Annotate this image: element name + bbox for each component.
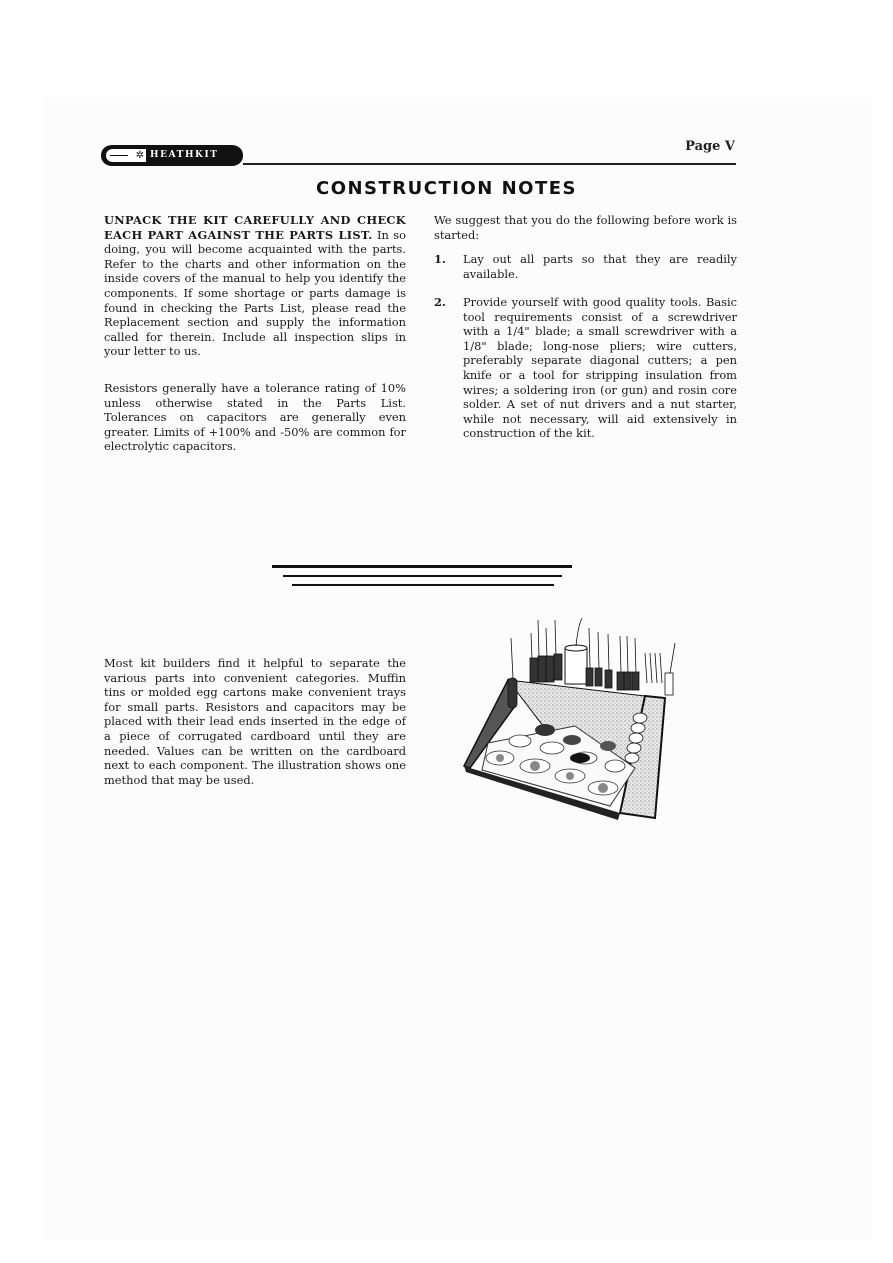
heathkit-logo [101, 145, 243, 166]
unpack-details: In so doing, you will become acquainted with the parts. Refer to the charts and other information on the inside covers of the manual to help you identify the components. If some shortage or parts damage is found in checking the Parts List, please read the Replacement section and supply the information called for therein. Include all inspection slips in your letter to us. [104, 227, 407, 359]
list-text: Lay out all parts so that they are readily available. [463, 252, 737, 281]
tolerance-paragraph: Resistors generally have a tolerance rating of 10% unless otherwise stated in the Parts List. Tolerances on capacitors are generally even greater. Limits of +100% and -50% are common for electrolytic capacitors. [104, 381, 406, 454]
page-number: Page V [685, 139, 735, 154]
unpack-instruction: UNPACK THE KIT CAREFULLY AND CHECK EACH PART AGAINST THE PARTS LIST. [104, 213, 406, 242]
page-title: CONSTRUCTION NOTES [315, 178, 578, 199]
parts-organization-paragraph: Most kit builders find it helpful to separate the various parts into convenient categories. Muffin tins or molded egg cartons make convenient trays for small parts. Resistors and capacitors may be placed with their lead ends inserted in the edge of a piece of corrugated cardboard until they are needed. Values can be written on the cardboard next to each component. The illustration shows one method that may be used. [104, 656, 406, 787]
header-rule [243, 163, 736, 165]
list-text: Provide yourself with good quality tools. Basic tool requirements consist of a screwdriver with a 1/4" blade; a small screwdriver with a 1/8" blade; long-nose pliers; wire cutters, preferably separate diagonal cutters; a pen knife or a tool for stripping insulation from wires; a soldering iron (or gun) and rosin core solder. A set of nut drivers and a nut starter, while not necessary, will aid extensively in construction of the kit. [463, 295, 737, 441]
suggest-intro: We suggest that you do the following before work is started: [434, 213, 737, 242]
atom-icon: ✲ [106, 149, 146, 162]
list-number: 2. [434, 295, 446, 309]
logo-text: HEATHKIT [150, 150, 219, 160]
divider-rule-bottom [292, 584, 554, 586]
list-number: 1. [434, 252, 446, 266]
unpack-paragraph [104, 213, 406, 359]
list-item-2 [434, 295, 737, 455]
list-item-1 [434, 252, 737, 282]
parts-tray-illustration [460, 608, 685, 828]
divider-rule-middle [283, 575, 562, 577]
divider-rule-top [272, 565, 572, 568]
